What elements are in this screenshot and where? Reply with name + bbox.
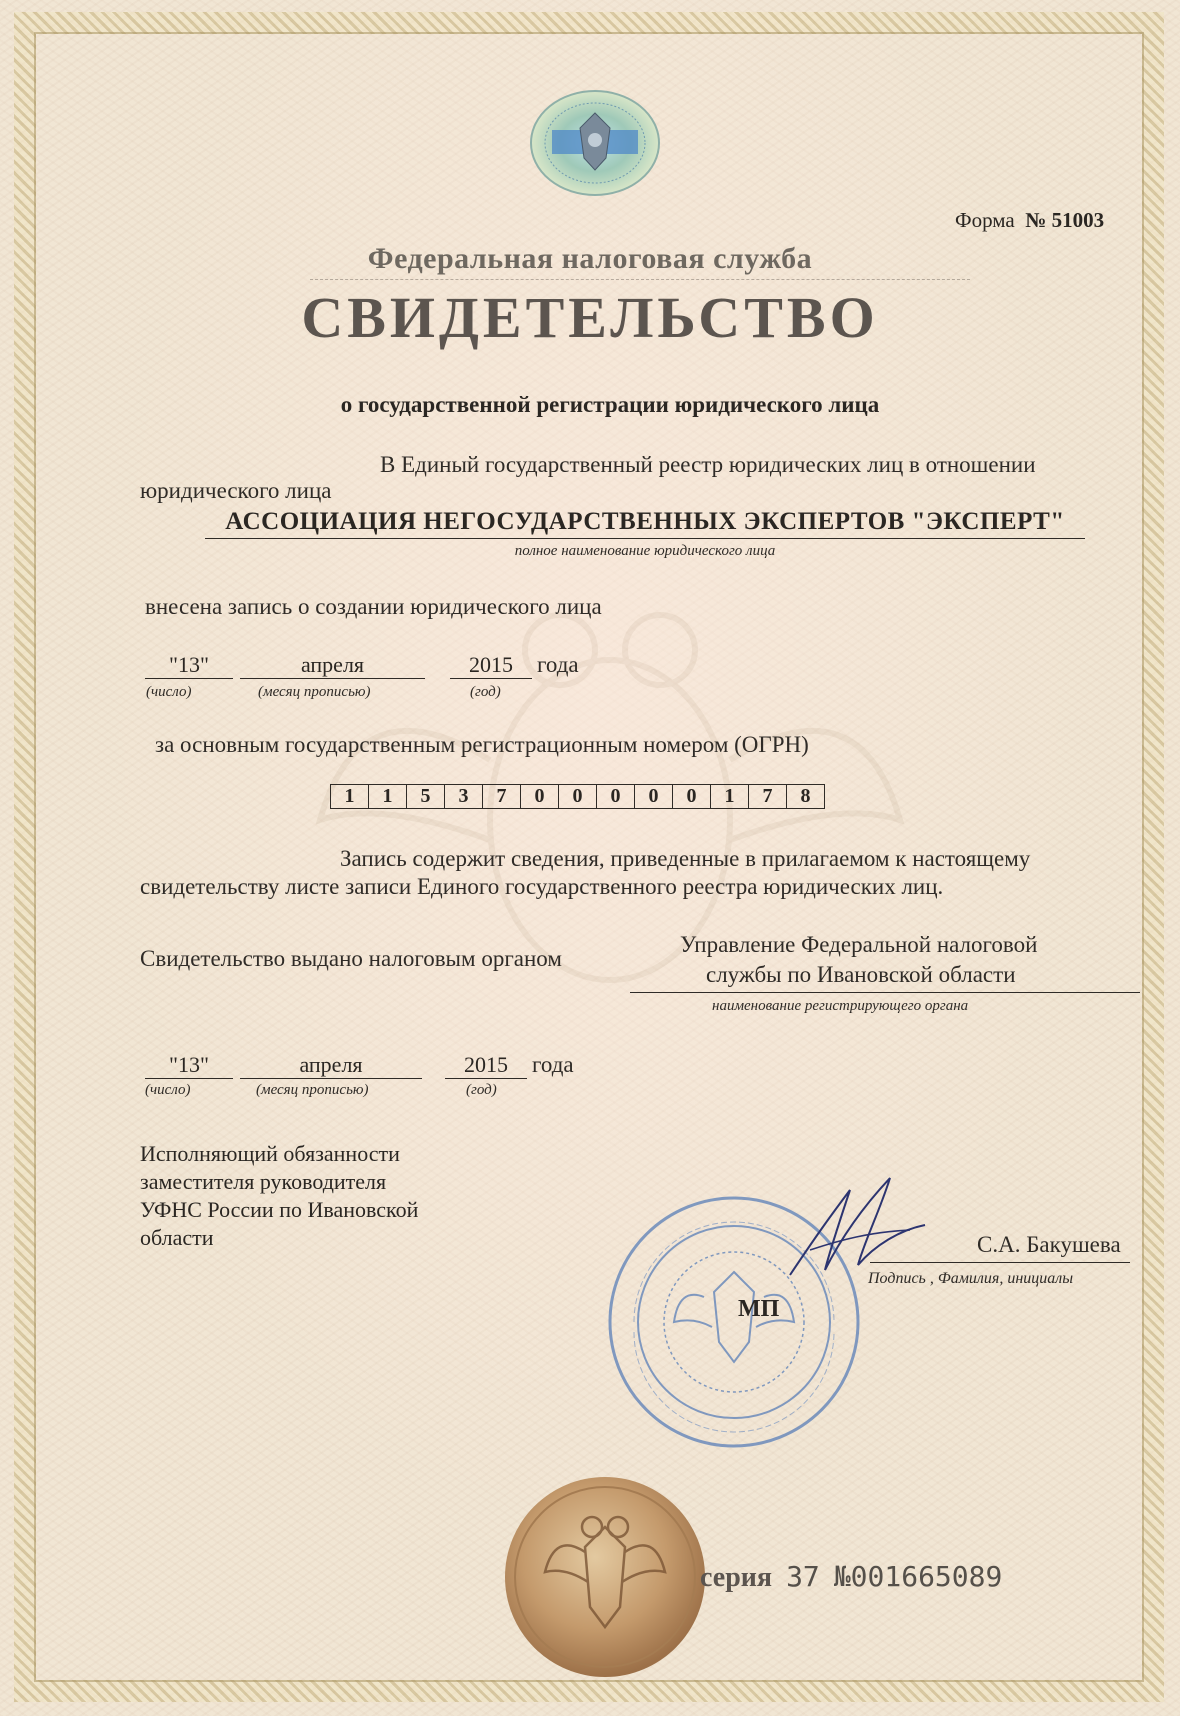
gold-seal-icon: [500, 1472, 710, 1682]
series-label: серия: [700, 1562, 773, 1593]
ogrn-digit: 1: [711, 785, 749, 808]
document-title: СВИДЕТЕЛЬСТВО: [301, 285, 879, 350]
intro-line-1: В Единый государственный реестр юридических лиц в отношении: [380, 452, 1036, 477]
issue-date-month: апреля: [240, 1052, 422, 1079]
issuer-underline: [630, 992, 1140, 993]
record-note-line-1: Запись содержит сведения, приведенные в прилагаемом к настоящему: [340, 846, 1031, 871]
certificate-number: №001665089: [833, 1560, 1003, 1593]
signature-caption: Подпись , Фамилия, инициалы: [868, 1270, 1074, 1287]
ogrn-digit: 0: [635, 785, 673, 808]
series-value: 37: [786, 1560, 820, 1593]
ogrn-digit: 0: [521, 785, 559, 808]
ogrn-digit: 7: [483, 785, 521, 808]
ogrn-digit: 7: [749, 785, 787, 808]
issue-date-year-caption: (год): [466, 1082, 497, 1098]
signer-position: [140, 1140, 418, 1252]
agency-divider: [310, 279, 970, 280]
issuer-line-1: Управление Федеральной налоговой: [680, 932, 1038, 957]
ogrn-digit: 3: [445, 785, 483, 808]
record-date-year-caption: (год): [470, 684, 501, 700]
form-number: [955, 208, 1104, 233]
organization-name-caption: полное наименование юридического лица: [514, 543, 776, 559]
ogrn-digit: 0: [597, 785, 635, 808]
ogrn-digit: 0: [673, 785, 711, 808]
series-number: [700, 1560, 1002, 1594]
issuer-caption: наименование регистрирующего органа: [712, 998, 969, 1014]
issue-date-day-caption: (число): [145, 1082, 191, 1098]
signer-position-line-2: заместителя руководителя: [140, 1169, 387, 1194]
organization-name: АССОЦИАЦИЯ НЕГОСУДАРСТВЕННЫХ ЭКСПЕРТОВ "ЭКСПЕРТ": [225, 508, 1065, 535]
record-text: внесена запись о создании юридического лица: [145, 594, 602, 619]
form-label: Форма: [955, 208, 1015, 232]
record-date-month: апреля: [240, 652, 425, 679]
signer-position-line-1: Исполняющий обязанности: [140, 1141, 400, 1166]
record-date-day: "13": [145, 652, 233, 679]
ogrn-digit: 1: [331, 785, 369, 808]
signer-position-line-4: области: [140, 1225, 214, 1250]
issue-date-month-caption: (месяц прописью): [256, 1082, 369, 1098]
agency-name: Федеральная налоговая служба: [367, 242, 813, 275]
record-note-line-2: свидетельству листе записи Единого государственного реестра юридических лиц.: [140, 874, 944, 899]
signer-name: С.А. Бакушева: [977, 1232, 1121, 1257]
signature-underline: [870, 1262, 1130, 1263]
record-date-day-caption: (число): [146, 684, 192, 700]
hologram-emblem-icon: [528, 88, 662, 198]
issue-date-day: "13": [145, 1052, 233, 1079]
issue-date-year: 2015: [445, 1052, 527, 1079]
ogrn-digit: 1: [369, 785, 407, 808]
record-date-year: 2015: [450, 652, 532, 679]
ogrn-label: за основным государственным регистрационным номером (ОГРН): [155, 732, 809, 757]
ogrn-digit: 8: [800, 785, 811, 807]
record-date-suffix: года: [537, 652, 579, 677]
document-subtitle: о государственной регистрации юридического лица: [340, 392, 880, 417]
intro-line-2: юридического лица: [140, 478, 332, 503]
issue-date-suffix: года: [532, 1052, 574, 1077]
issuer-line-2: службы по Ивановской области: [706, 962, 1016, 987]
record-date-month-caption: (месяц прописью): [258, 684, 371, 700]
issued-by-label: Свидетельство выдано налоговым органом: [140, 946, 562, 971]
ogrn-digit: 0: [559, 785, 597, 808]
signer-position-line-3: УФНС России по Ивановской: [140, 1197, 419, 1222]
organization-name-underline: [205, 538, 1085, 539]
ogrn-number-grid: [330, 784, 825, 809]
stamp-mark: МП: [738, 1296, 780, 1322]
ogrn-digit: 5: [407, 785, 445, 808]
form-number-value: № 51003: [1025, 208, 1105, 232]
